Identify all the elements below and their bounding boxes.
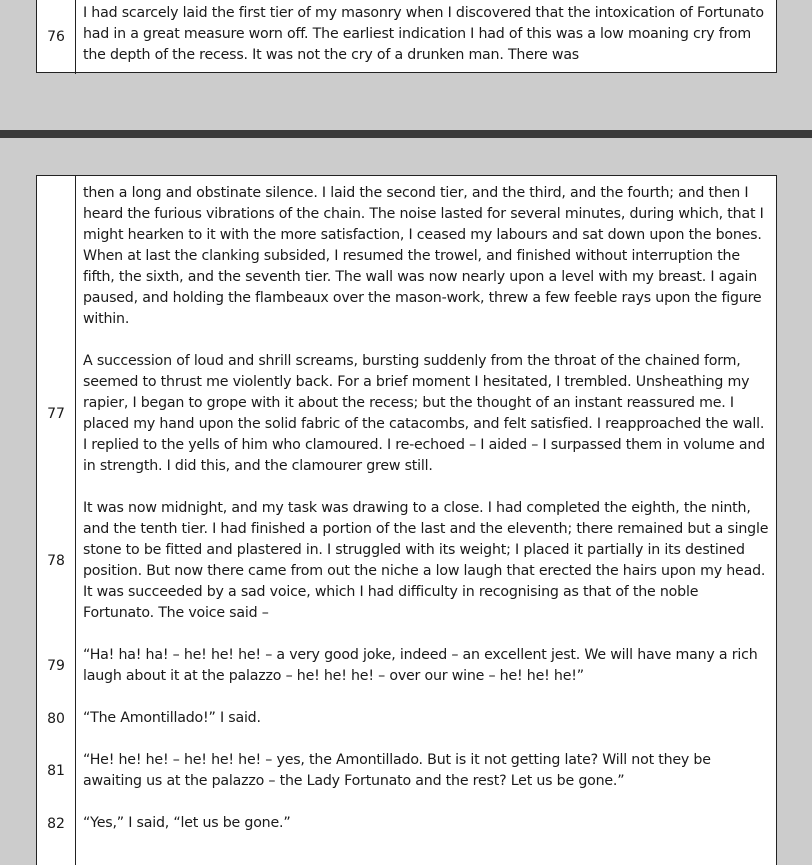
paragraph-number: 77: [47, 406, 65, 422]
paragraph-block: [37, 645, 776, 687]
paragraph-row: [37, 0, 776, 74]
paragraph-block: [37, 813, 776, 834]
previous-page-fragment: [36, 0, 777, 73]
paragraph-text: It was now midnight, and my task was drawing to a close. I had completed the eighth, the ninth, and the tenth tier. I had finished a portion of the last and the eleventh; there remained but a single stone to be fitted and plastered in. I struggled with its weight; I placed it partially in its destined position. But now there came from out the niche a low laugh that erected the hairs upon my head. It was succeeded by a sad voice, which I had difficulty in recognising as that of the noble Fortunato. The voice said –: [83, 500, 769, 621]
paragraph-text: “Yes,” I said, “let us be gone.”: [83, 815, 291, 831]
paragraph-number: 82: [47, 815, 65, 832]
paragraph-text: I had scarcely laid the first tier of my masonry when I discovered that the intoxication of Fortunato had in a great measure worn off. The earliest indication I had of this was a low moaning cry from the depth of the recess. It was not the cry of a drunken man. There was: [83, 5, 764, 63]
paragraph-text: “The Amontillado!” I said.: [83, 710, 261, 726]
page-content: [37, 176, 776, 834]
paragraph-text: A succession of loud and shrill screams, bursting suddenly from the throat of the chained form, seemed to thrust me violently back. For a brief moment I hesitated, I trembled. Unsheathing my rapier, I began to grope with it about the recess; but the thought of an instant reassured me. I placed my hand upon the solid fabric of the catacombs, and felt satisfied. I reapproached the wall. I replied to the yells of him who clamoured. I re-echoed – I aided – I surpassed them in volume and in strength. I did this, and the clamourer grew still.: [83, 353, 765, 474]
paragraph-block: [37, 183, 776, 330]
paragraph-text: then a long and obstinate silence. I laid the second tier, and the third, and the fourth; and then I heard the furious vibrations of the chain. The noise lasted for several minutes, during which, that I might hearken to it with the more satisfaction, I ceased my labours and sat down upon the bones. When at last the clanking subsided, I resumed the trowel, and finished without interruption the fifth, the sixth, and the seventh tier. The wall was now nearly upon a level with my breast. I again paused, and holding the flambeaux over the mason-work, threw a few feeble rays upon the figure within.: [83, 185, 764, 327]
paragraph-block: [37, 498, 776, 624]
paragraph-number: 79: [47, 658, 65, 674]
paragraph-number: 81: [47, 763, 65, 779]
paragraph-text: “He! he! he! – he! he! he! – yes, the Amontillado. But is it not getting late? Will not they be awaiting us at the palazzo – the Lady Fortunato and the rest? Let us be gone.”: [83, 752, 711, 789]
paragraph-number: [37, 183, 75, 330]
paragraph-block: [37, 708, 776, 729]
paragraph-number: 78: [47, 553, 65, 569]
paragraph-number: 80: [47, 710, 65, 727]
page-divider: [0, 130, 812, 138]
paragraph-block: [37, 351, 776, 477]
paragraph-block: [37, 750, 776, 792]
current-page: [36, 175, 777, 865]
paragraph-text: “Ha! ha! ha! – he! he! he! – a very good joke, indeed – an excellent jest. We will have many a rich laugh about it at the palazzo – he! he! he! – over our wine – he! he! he!”: [83, 647, 758, 684]
paragraph-number: 76: [37, 0, 76, 74]
